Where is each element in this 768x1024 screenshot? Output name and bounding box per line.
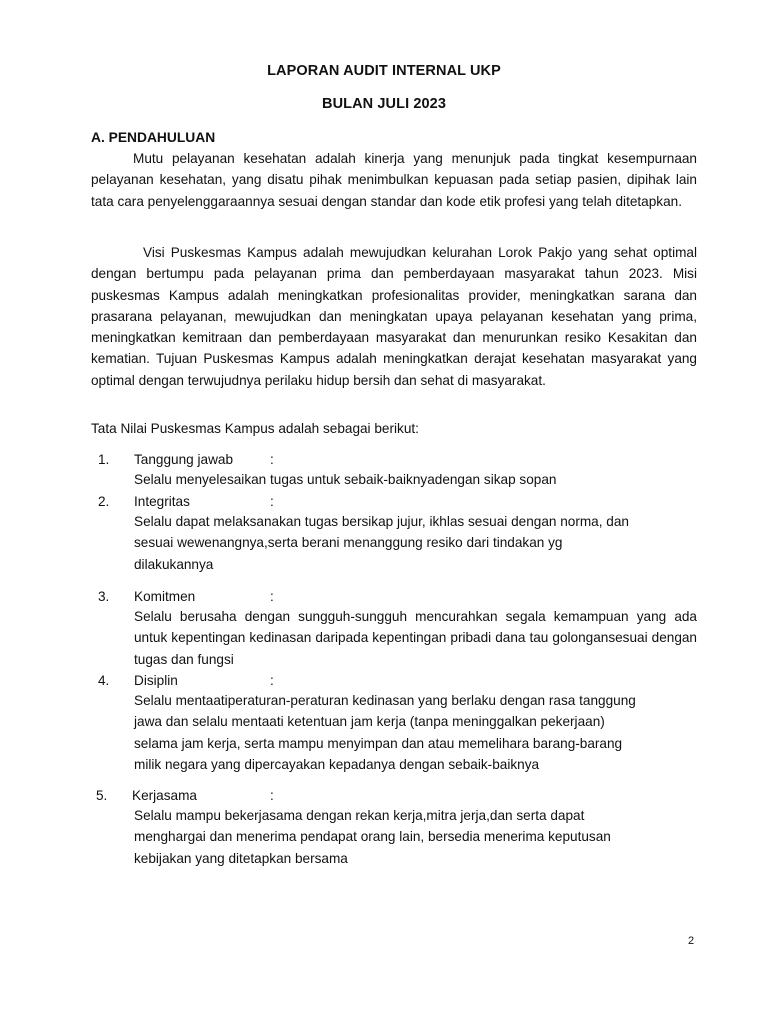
document-subtitle: BULAN JULI 2023 bbox=[322, 96, 446, 112]
value-label: Integritas bbox=[134, 494, 190, 509]
value-label: Komitmen bbox=[134, 589, 196, 604]
value-description bbox=[134, 511, 697, 575]
description-line: Selalu dapat melaksanakan tugas bersikap jujur, ikhlas sesuai dengan norma, dan bbox=[134, 514, 629, 529]
description-line: sesuai wewenangnya,serta berani menanggung resiko dari tindakan yg bbox=[134, 535, 563, 551]
value-colon: : bbox=[270, 494, 274, 509]
value-colon: : bbox=[270, 673, 274, 688]
document-title: LAPORAN AUDIT INTERNAL UKP bbox=[267, 63, 501, 79]
value-description bbox=[134, 469, 697, 490]
value-label: Kerjasama bbox=[132, 788, 197, 803]
value-colon: : bbox=[270, 589, 274, 604]
description-line: selama jam kerja, serta mampu menyimpan dan atau memelihara barang-barang bbox=[134, 735, 623, 751]
description-line: dilakukannya bbox=[134, 556, 214, 572]
value-number: 5. bbox=[96, 788, 108, 803]
value-number: 3. bbox=[98, 589, 110, 604]
value-description bbox=[134, 690, 697, 775]
value-number: 4. bbox=[98, 673, 110, 688]
description-line: Selalu menyelesaikan tugas untuk sebaik-baiknyadengan sikap sopan bbox=[134, 472, 557, 487]
page-number: 2 bbox=[688, 935, 695, 947]
description-line: jawa dan selalu mentaati ketentuan jam kerja (tanpa meninggalkan pekerjaan) bbox=[134, 714, 605, 730]
section-heading: A. PENDAHULUAN bbox=[91, 130, 216, 145]
paragraph-quality: Mutu pelayanan kesehatan adalah kinerja yang menunjuk pada tingkat kesempurnaan pelayanan kesehatan, yang disatu pihak menimbulkan kepuasan pada setiap pasien, dipihak lain tata cara penyelenggaraannya sesuai dengan standar dan kode etik profesi yang telah ditetapkan. bbox=[91, 151, 697, 209]
value-label: Tanggung jawab bbox=[134, 452, 234, 467]
value-description: Selalu berusaha dengan sungguh-sungguh mencurahkan segala kemampuan yang ada untuk kepentingan kedinasan daripada kepentingan pribadi dana tau golongansesuai dengan tugas dan fungsi bbox=[134, 609, 697, 667]
value-number: 2. bbox=[98, 494, 110, 509]
paragraph-values-intro: Tata Nilai Puskesmas Kampus adalah sebagai berikut: bbox=[91, 421, 419, 436]
value-colon: : bbox=[270, 452, 274, 467]
value-colon: : bbox=[270, 788, 274, 803]
description-line: kebijakan yang ditetapkan bersama bbox=[134, 850, 348, 866]
paragraph-vision-mission: Visi Puskesmas Kampus adalah mewujudkan kelurahan Lorok Pakjo yang sehat optimal dengan bertumpu pada pelayanan prima dan pemberdayaan masyarakat tahun 2023. Misi puskesmas Kampus adalah meningkatkan profesionalitas provider, meningkatkan sarana dan prasarana pelayanan, mewujudkan dan meningkatan upaya pelayanan kesehatan yang prima, meningkatkan kemitraan dan pemberdayaan masyarakat dan menurunkan resiko Kesakitan dan kematian. Tujuan Puskesmas Kampus adalah meningkatkan derajat kesehatan masyarakat yang optimal dengan terwujudnya perilaku hidup bersih dan sehat di masyarakat. bbox=[91, 245, 697, 388]
description-line: Selalu mampu bekerjasama dengan rekan kerja,mitra jerja,dan serta dapat bbox=[134, 808, 585, 823]
value-number: 1. bbox=[98, 452, 110, 467]
value-description bbox=[134, 805, 697, 869]
description-line: milik negara yang dipercayakan kepadanya dengan sebaik-baiknya bbox=[134, 756, 540, 772]
description-line: menghargai dan menerima pendapat orang lain, bersedia menerima keputusan bbox=[134, 829, 611, 845]
description-line: Selalu mentaatiperaturan-peraturan kedinasan yang berlaku dengan rasa tanggung bbox=[134, 693, 636, 708]
value-label: Disiplin bbox=[134, 673, 178, 688]
